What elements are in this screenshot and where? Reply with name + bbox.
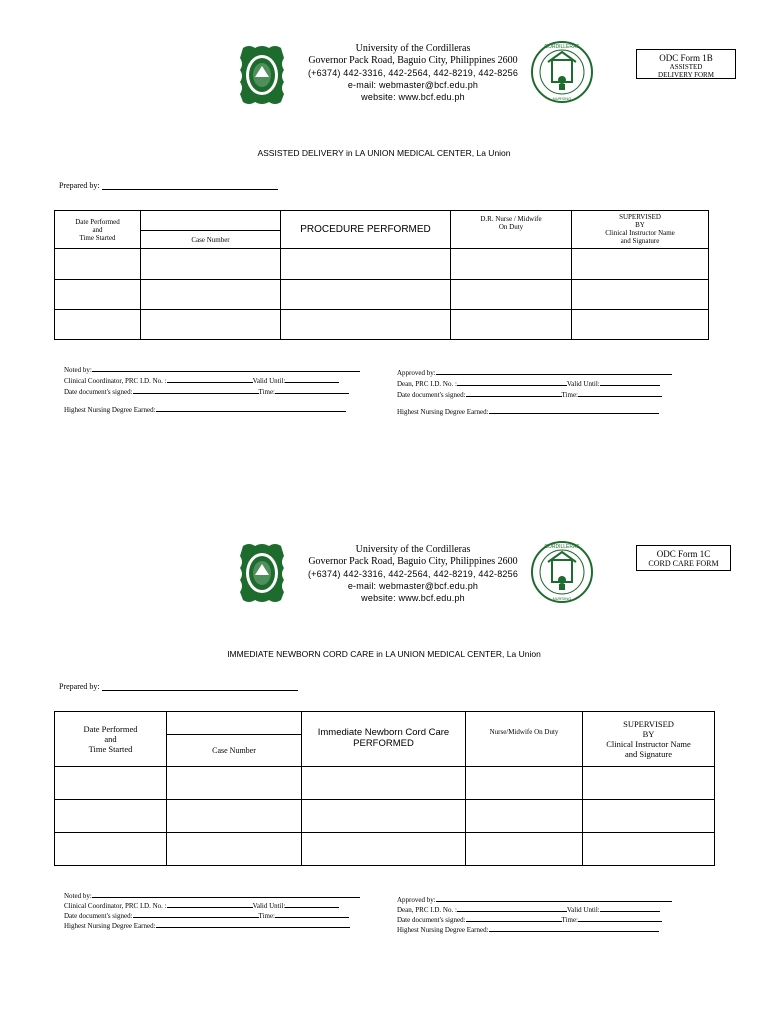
prepared-by-field[interactable] bbox=[102, 181, 278, 190]
table-cell[interactable] bbox=[451, 310, 572, 340]
university-email: e-mail: webmaster@bcf.edu.ph bbox=[347, 80, 479, 90]
table-cell[interactable] bbox=[167, 800, 302, 833]
col-procedure-header: PROCEDURE PERFORMED bbox=[281, 211, 451, 249]
coord-prc-label: Clinical Coordinator, PRC I.D. No. : bbox=[64, 377, 167, 385]
approved-by-label: Approved by: bbox=[397, 369, 436, 377]
col-supervised-header: SUPERVISED BY Clinical Instructor Name and Signature bbox=[583, 712, 715, 767]
table-cell[interactable] bbox=[583, 833, 715, 866]
prepared-by bbox=[59, 682, 298, 691]
col-dr-header: D.R. Nurse / Midwife On Duty bbox=[451, 211, 572, 249]
degree-label: Highest Nursing Degree Earned: bbox=[397, 408, 489, 416]
dean-prc-field[interactable] bbox=[457, 377, 567, 386]
col-supervised-header: SUPERVISED BY Clinical Instructor Name and Signature bbox=[572, 211, 709, 249]
time-field[interactable] bbox=[275, 909, 349, 918]
time-field[interactable] bbox=[578, 388, 662, 397]
table-cell[interactable] bbox=[302, 800, 466, 833]
university-name: University of the Cordilleras bbox=[355, 43, 471, 54]
dean-prc-label: Dean, PRC I.D. No. : bbox=[397, 380, 457, 388]
time-label: Time: bbox=[258, 912, 276, 920]
valid-until-label: Valid Until: bbox=[566, 906, 600, 914]
date-signed-field[interactable] bbox=[466, 388, 562, 397]
noted-by-field[interactable] bbox=[92, 889, 360, 898]
university-email: e-mail: webmaster@bcf.edu.ph bbox=[347, 581, 479, 591]
coord-prc-field[interactable] bbox=[167, 374, 253, 383]
approved-by-label: Approved by: bbox=[397, 896, 436, 904]
institution-header bbox=[290, 43, 536, 103]
col-date-header: Date Performed and Time Started bbox=[55, 712, 167, 767]
table-cell[interactable] bbox=[281, 280, 451, 310]
table-cell[interactable] bbox=[302, 833, 466, 866]
table-cell[interactable] bbox=[141, 280, 281, 310]
table-cell[interactable] bbox=[55, 833, 167, 866]
prepared-by-label: Prepared by: bbox=[59, 682, 100, 691]
date-signed-field[interactable] bbox=[133, 385, 259, 394]
institution-header bbox=[290, 544, 536, 604]
form-code-sub2: DELIVERY FORM bbox=[658, 71, 714, 79]
approved-by-block bbox=[397, 893, 672, 933]
table-cell[interactable] bbox=[55, 800, 167, 833]
table-cell[interactable] bbox=[466, 833, 583, 866]
form-title-rest: in LA UNION MEDICAL CENTER, La Union bbox=[343, 148, 511, 158]
form-code: ODC Form 1C bbox=[656, 549, 711, 559]
date-signed-label: Date document's signed: bbox=[64, 912, 133, 920]
table-cell[interactable] bbox=[302, 767, 466, 800]
prepared-by-label: Prepared by: bbox=[59, 181, 100, 190]
time-label: Time: bbox=[561, 916, 579, 924]
col-case-top bbox=[167, 712, 302, 735]
form-code-box bbox=[636, 49, 736, 79]
university-website: website: www.bcf.edu.ph bbox=[361, 92, 465, 102]
noted-by-field[interactable] bbox=[92, 363, 360, 372]
form-code: ODC Form 1B bbox=[659, 53, 713, 63]
prepared-by bbox=[59, 181, 278, 190]
college-seal-icon bbox=[530, 40, 594, 104]
date-signed-label: Date document's signed: bbox=[397, 391, 466, 399]
table-cell[interactable] bbox=[466, 767, 583, 800]
col-case-header: Case Number bbox=[167, 735, 302, 767]
approved-by-block bbox=[397, 366, 672, 416]
degree-field[interactable] bbox=[156, 919, 350, 928]
time-label: Time: bbox=[561, 391, 579, 399]
col-case-header: Case Number bbox=[141, 231, 281, 249]
table-cell[interactable] bbox=[572, 310, 709, 340]
noted-by-block bbox=[64, 363, 360, 414]
valid-until-field[interactable] bbox=[285, 374, 339, 383]
table-cell[interactable] bbox=[55, 249, 141, 280]
dean-prc-label: Dean, PRC I.D. No. : bbox=[397, 906, 457, 914]
form-code-box bbox=[636, 545, 731, 571]
form-title bbox=[0, 649, 768, 659]
cord-care-table bbox=[54, 711, 715, 866]
table-cell[interactable] bbox=[281, 310, 451, 340]
date-signed-field[interactable] bbox=[133, 909, 259, 918]
col-case-top bbox=[141, 211, 281, 231]
time-field[interactable] bbox=[578, 913, 662, 922]
approved-by-field[interactable] bbox=[436, 366, 672, 375]
form-title-rest: in LA UNION MEDICAL CENTER, La Union bbox=[373, 649, 541, 659]
date-signed-label: Date document's signed: bbox=[64, 388, 133, 396]
table-cell[interactable] bbox=[466, 800, 583, 833]
form-title bbox=[0, 148, 768, 158]
approved-by-field[interactable] bbox=[436, 893, 672, 902]
coord-prc-field[interactable] bbox=[167, 899, 253, 908]
table-cell[interactable] bbox=[167, 833, 302, 866]
coord-prc-label: Clinical Coordinator, PRC I.D. No. : bbox=[64, 902, 167, 910]
noted-by-label: Noted by: bbox=[64, 892, 92, 900]
prepared-by-field[interactable] bbox=[102, 682, 298, 691]
seal-ring-text: CORDILLERAS bbox=[544, 44, 580, 50]
degree-label: Highest Nursing Degree Earned: bbox=[64, 406, 156, 414]
table-cell[interactable] bbox=[167, 767, 302, 800]
form-code-sub1: ASSISTED bbox=[669, 63, 703, 71]
university-phone: (+6374) 442-3316, 442-2564, 442-8219, 442-8256 bbox=[307, 68, 519, 78]
table-cell[interactable] bbox=[55, 310, 141, 340]
university-phone: (+6374) 442-3316, 442-2564, 442-8219, 442-8256 bbox=[307, 569, 519, 579]
noted-by-label: Noted by: bbox=[64, 366, 92, 374]
university-website: website: www.bcf.edu.ph bbox=[361, 593, 465, 603]
assisted-delivery-table bbox=[54, 210, 709, 340]
valid-until-label: Valid Until: bbox=[566, 380, 600, 388]
table-cell[interactable] bbox=[141, 249, 281, 280]
date-signed-field[interactable] bbox=[466, 913, 562, 922]
seal-bottom-text: NURSING bbox=[552, 96, 572, 101]
seal-bottom-text: NURSING bbox=[552, 596, 572, 601]
time-field[interactable] bbox=[275, 385, 349, 394]
form-title-bold: ASSISTED DELIVERY bbox=[257, 148, 344, 158]
degree-field[interactable] bbox=[489, 405, 659, 414]
college-seal-icon bbox=[530, 540, 594, 604]
degree-label: Highest Nursing Degree Earned: bbox=[397, 926, 489, 934]
degree-field[interactable] bbox=[489, 923, 659, 932]
dean-prc-field[interactable] bbox=[457, 903, 567, 912]
form-title-bold: IMMEDIATE NEWBORN CORD CARE bbox=[227, 649, 374, 659]
university-address: Governor Pack Road, Baguio City, Philippines 2600 bbox=[308, 556, 518, 567]
table-cell[interactable] bbox=[572, 280, 709, 310]
table-cell[interactable] bbox=[572, 249, 709, 280]
table-cell[interactable] bbox=[55, 767, 167, 800]
valid-until-label: Valid Until: bbox=[252, 902, 286, 910]
col-nurse-header: Nurse/Midwife On Duty bbox=[466, 712, 583, 767]
noted-by-block bbox=[64, 889, 360, 929]
table-cell[interactable] bbox=[281, 249, 451, 280]
seal-ring-text: CORDILLERAS bbox=[544, 544, 580, 550]
university-name: University of the Cordilleras bbox=[355, 544, 471, 555]
valid-until-field[interactable] bbox=[285, 899, 339, 908]
date-signed-label: Date document's signed: bbox=[397, 916, 466, 924]
table-cell[interactable] bbox=[451, 280, 572, 310]
table-cell[interactable] bbox=[55, 280, 141, 310]
university-seal-icon bbox=[237, 542, 287, 604]
degree-label: Highest Nursing Degree Earned: bbox=[64, 922, 156, 930]
col-date-header: Date Performed and Time Started bbox=[55, 211, 141, 249]
table-cell[interactable] bbox=[583, 767, 715, 800]
time-label: Time: bbox=[258, 388, 276, 396]
table-cell[interactable] bbox=[141, 310, 281, 340]
university-address: Governor Pack Road, Baguio City, Philippines 2600 bbox=[308, 55, 518, 66]
table-cell[interactable] bbox=[583, 800, 715, 833]
valid-until-field[interactable] bbox=[600, 377, 660, 386]
valid-until-field[interactable] bbox=[600, 903, 660, 912]
university-seal-icon bbox=[237, 44, 287, 106]
valid-until-label: Valid Until: bbox=[252, 377, 286, 385]
degree-field[interactable] bbox=[156, 403, 346, 412]
table-cell[interactable] bbox=[451, 249, 572, 280]
form-code-sub1: CORD CARE FORM bbox=[648, 559, 719, 568]
col-procedure-header: Immediate Newborn Cord Care PERFORMED bbox=[302, 712, 466, 767]
